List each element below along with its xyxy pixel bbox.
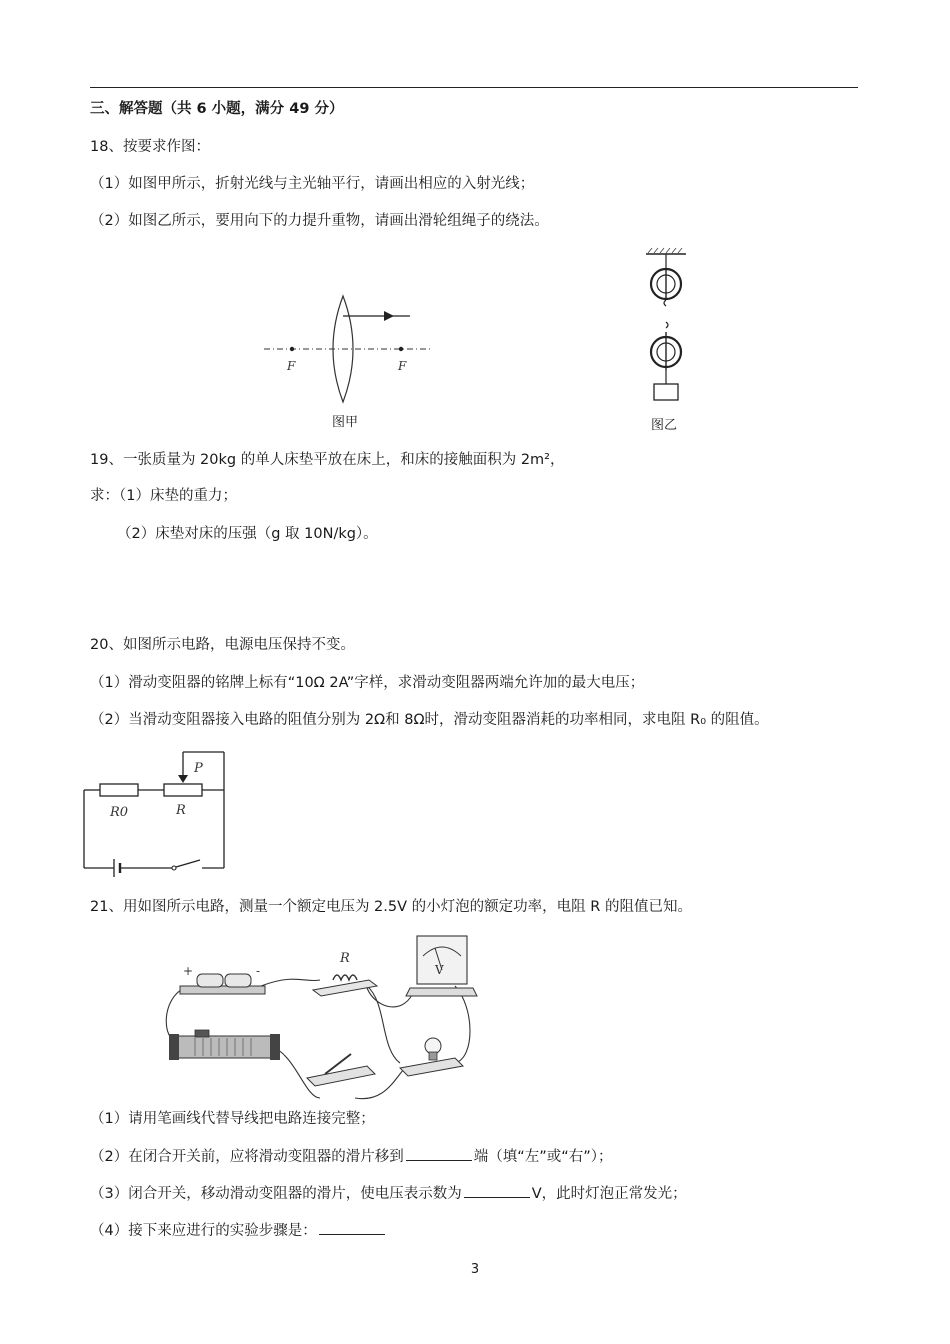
- label-p: P: [194, 761, 203, 776]
- figure-b-caption: 图乙: [651, 418, 678, 433]
- label-r: R: [176, 803, 186, 818]
- q19-stem: 19、一张质量为 20kg 的单人床垫平放在床上，和床的接触面积为 2m²，: [90, 452, 565, 468]
- label-r0: R0: [110, 805, 129, 820]
- q20-part1: （1）滑动变阻器的铭牌上标有“10Ω 2A”字样，求滑动变阻器两端允许加的最大电压；: [90, 675, 645, 691]
- q18-part1: （1）如图甲所示，折射光线与主光轴平行，请画出相应的入射光线；: [90, 176, 535, 192]
- q20-circuit: [78, 748, 233, 888]
- battery-plus: +: [183, 964, 194, 978]
- answer-blank-4[interactable]: [319, 1220, 385, 1235]
- page-number: 3: [470, 1262, 480, 1277]
- header-rule: [90, 87, 858, 88]
- q18-part2: （2）如图乙所示，要用向下的力提升重物，请画出滑轮组绳子的绕法。: [90, 213, 549, 229]
- q21-part2: [90, 1146, 613, 1167]
- focus-label-left: F: [287, 359, 296, 373]
- bulb-icon: [425, 1038, 441, 1054]
- label-r: R: [340, 951, 350, 966]
- answer-blank-2[interactable]: [406, 1146, 472, 1161]
- q21-part2-text: （2）在闭合开关前，应将滑动变阻器的滑片移到: [90, 1149, 404, 1165]
- pulley-figure: [640, 246, 695, 406]
- battery-cell: [225, 974, 251, 987]
- q20-stem: 20、如图所示电路，电源电压保持不变。: [90, 637, 355, 653]
- q21-part1: （1）请用笔画线代替导线把电路连接完整；: [90, 1111, 375, 1127]
- q18-stem: 18、按要求作图：: [90, 139, 210, 155]
- q21-apparatus: [155, 928, 490, 1108]
- q21-part2-suffix: 端（填“左”或“右”）；: [473, 1149, 613, 1165]
- q21-part3-text: （3）闭合开关，移动滑动变阻器的滑片，使电压表示数为: [90, 1186, 462, 1202]
- q21-stem: 21、用如图所示电路，测量一个额定电压为 2.5V 的小灯泡的额定功率，电阻 R 的阻值已知。: [90, 899, 692, 915]
- resistor-coil: [333, 975, 357, 980]
- figure-a-caption: 图甲: [332, 415, 359, 430]
- battery-cell: [197, 974, 223, 987]
- q19-part2: （2）床垫对床的压强（g 取 10N/kg）。: [117, 526, 378, 542]
- switch-icon: [172, 866, 176, 870]
- bulb-base: [400, 1058, 463, 1076]
- knife-switch: [307, 1066, 375, 1086]
- q19-part1: 求：（1）床垫的重力；: [90, 488, 237, 504]
- section-title: 三、解答题（共 6 小题，满分 49 分）: [90, 101, 344, 117]
- battery-minus: -: [256, 964, 261, 978]
- hook-icon: [666, 322, 668, 328]
- q21-part4-text: （4）接下来应进行的实验步骤是：: [90, 1223, 317, 1239]
- q21-part3: [90, 1183, 687, 1204]
- resistor-board: [313, 980, 377, 996]
- voltmeter-label: V: [435, 963, 444, 977]
- focus-point-left: [290, 347, 294, 351]
- hook-icon: [664, 300, 666, 306]
- q21-part4: [90, 1220, 387, 1241]
- resistor-r0: [100, 784, 138, 796]
- focus-label-right: F: [398, 359, 407, 373]
- q20-part2: （2）当滑动变阻器接入电路的阻值分别为 2Ω和 8Ω时，滑动变阻器消耗的功率相同，求电阻 R₀ 的阻值。: [90, 712, 769, 728]
- weight-block: [654, 384, 678, 400]
- battery-holder: [180, 986, 265, 994]
- slider-arrow-icon: [178, 775, 188, 783]
- rheostat: [177, 1036, 272, 1058]
- rheostat-r: [164, 784, 202, 796]
- answer-blank-3[interactable]: [464, 1183, 530, 1198]
- ray-arrow-icon: [384, 311, 394, 321]
- ceiling-hatch: [648, 248, 682, 253]
- q21-part3-suffix: V，此时灯泡正常发光；: [531, 1186, 687, 1202]
- focus-point-right: [399, 347, 403, 351]
